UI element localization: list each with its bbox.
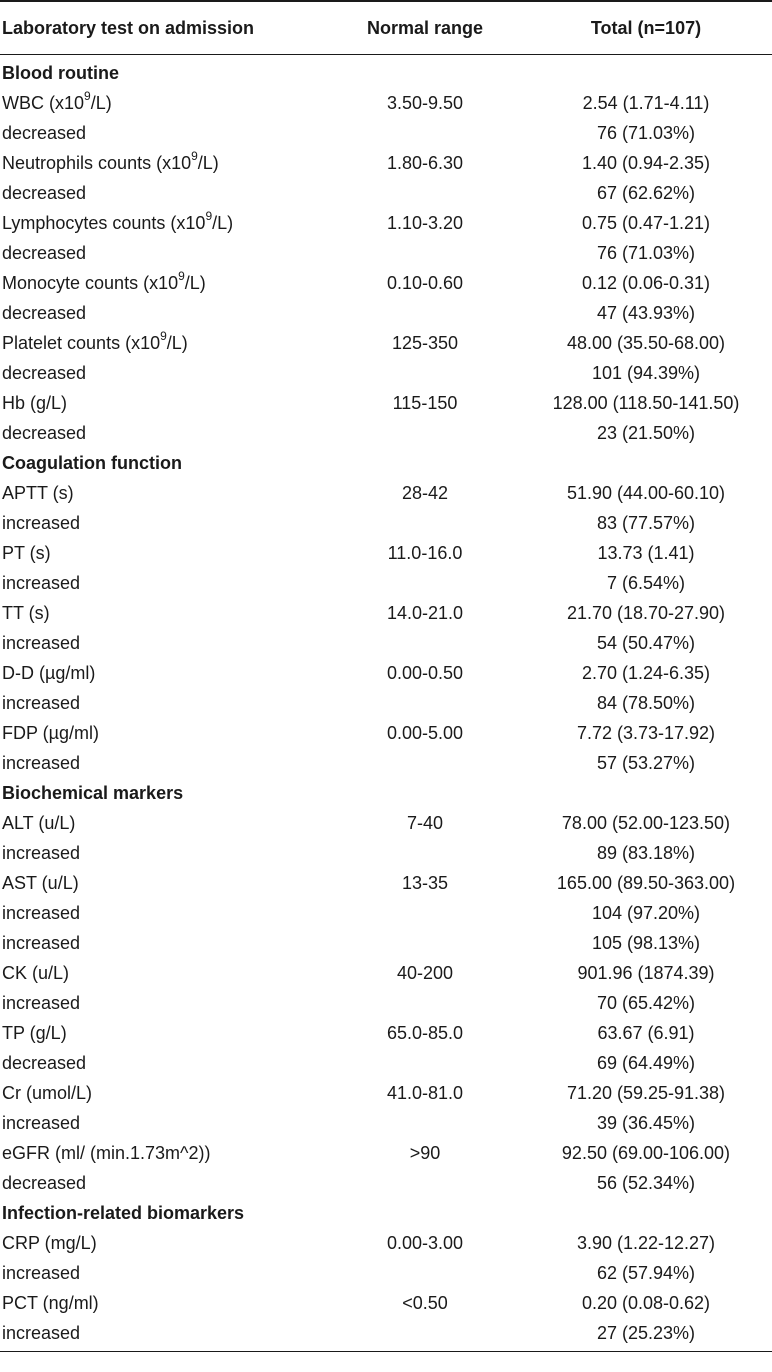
cell-test: [0, 813, 330, 834]
cell-total: 56 (52.34%): [596, 1172, 696, 1193]
cell-total: 128.00 (118.50-141.50): [552, 392, 740, 413]
sub-row: [0, 178, 772, 208]
cell-test: [0, 393, 330, 414]
sub-row: [0, 898, 772, 928]
cell-total: 54 (50.47%): [596, 632, 696, 653]
cell-test: decreased: [2, 182, 87, 203]
cell-test: increased: [2, 632, 81, 653]
cell-test: increased: [2, 1112, 81, 1133]
test-unit: /L): [90, 92, 112, 113]
sub-row: [0, 838, 772, 868]
cell-test: decreased: [2, 422, 87, 443]
sub-row: [0, 688, 772, 718]
cell-normal-range: >90: [409, 1142, 441, 1163]
cell-test: Infection-related biomarkers: [2, 1202, 245, 1223]
test-name: TT (s): [2, 602, 50, 623]
cell-normal-range: 65.0-85.0: [386, 1022, 464, 1043]
unit-exponent: 9: [191, 148, 198, 163]
test-name: CRP (mg/L): [2, 1232, 97, 1253]
cell-test: [0, 483, 330, 504]
cell-total: 47 (43.93%): [596, 302, 696, 323]
cell-total: 21.70 (18.70-27.90): [566, 602, 726, 623]
cell-test: decreased: [2, 302, 87, 323]
cell-total: 7 (6.54%): [606, 572, 686, 593]
cell-total: 1.40 (0.94-2.35): [581, 152, 711, 173]
test-name: PCT (ng/ml): [2, 1292, 99, 1313]
cell-total: 78.00 (52.00-123.50): [561, 812, 731, 833]
cell-normal-range: 14.0-21.0: [386, 602, 464, 623]
section-heading: [0, 778, 772, 808]
unit-exponent: 9: [178, 268, 185, 283]
test-name: APTT (s): [2, 482, 74, 503]
cell-test: increased: [2, 992, 81, 1013]
sub-row: [0, 1318, 772, 1348]
table-row: [0, 388, 772, 418]
cell-total: 57 (53.27%): [596, 752, 696, 773]
table-header: [0, 2, 772, 54]
cell-test: [0, 88, 330, 114]
unit-exponent: 9: [205, 208, 213, 223]
test-name: Hb (g/L): [2, 392, 68, 413]
cell-normal-range: 11.0-16.0: [387, 542, 463, 563]
table-row: [0, 148, 772, 178]
cell-test: decreased: [2, 362, 87, 383]
cell-total: 13.73 (1.41): [597, 542, 695, 563]
header-test: Laboratory test on admission: [2, 17, 255, 38]
cell-normal-range: 0.00-0.50: [386, 662, 464, 683]
cell-normal-range: 115-150: [392, 392, 458, 413]
table-row: [0, 478, 772, 508]
cell-total: 69 (64.49%): [596, 1052, 696, 1073]
test-name: PT (s): [2, 542, 51, 563]
cell-test: [0, 268, 330, 294]
table-row: [0, 268, 772, 298]
table-row: [0, 868, 772, 898]
cell-test: increased: [2, 692, 81, 713]
cell-normal-range: 3.50-9.50: [386, 92, 464, 113]
cell-normal-range: 125-350: [391, 332, 459, 353]
cell-test: increased: [2, 932, 81, 953]
cell-test: increased: [2, 902, 81, 923]
section-heading: [0, 58, 772, 88]
sub-row: [0, 1258, 772, 1288]
cell-test: [0, 723, 330, 744]
cell-total: 70 (65.42%): [596, 992, 696, 1013]
test-unit: /L): [197, 152, 219, 173]
unit-exponent: 9: [160, 328, 167, 343]
cell-total: 7.72 (3.73-17.92): [576, 722, 716, 743]
test-name: Monocyte counts (x10: [2, 272, 179, 293]
cell-total: 3.90 (1.22-12.27): [576, 1232, 716, 1253]
test-name: D-D (µg/ml): [2, 662, 96, 683]
sub-row: [0, 928, 772, 958]
cell-test: [0, 328, 330, 354]
cell-normal-range: <0.50: [402, 1292, 448, 1313]
section-heading: [0, 1198, 772, 1228]
table-row: [0, 328, 772, 358]
cell-test: increased: [2, 1262, 81, 1283]
cell-total: 23 (21.50%): [596, 422, 696, 443]
table-row: [0, 958, 772, 988]
cell-normal-range: 41.0-81.0: [386, 1082, 464, 1103]
cell-test: [0, 1293, 330, 1314]
sub-row: [0, 238, 772, 268]
cell-test: decreased: [2, 1172, 87, 1193]
cell-test: decreased: [2, 1052, 87, 1073]
cell-total: 76 (71.03%): [596, 242, 696, 263]
test-name: Platelet counts (x10: [2, 332, 161, 353]
cell-total: 48.00 (35.50-68.00): [566, 332, 726, 353]
sub-row: [0, 628, 772, 658]
cell-normal-range: 0.00-3.00: [386, 1232, 464, 1253]
test-name: FDP (µg/ml): [2, 722, 100, 743]
header-normal-range: Normal range: [366, 17, 484, 38]
cell-test: [0, 1233, 330, 1254]
cell-normal-range: 0.10-0.60: [386, 272, 464, 293]
cell-test: [0, 1083, 330, 1104]
test-unit: /L): [166, 332, 188, 353]
cell-test: increased: [2, 572, 81, 593]
table-row: [0, 1288, 772, 1318]
cell-total: 71.20 (59.25-91.38): [566, 1082, 726, 1103]
table-row: [0, 1078, 772, 1108]
cell-test: increased: [2, 752, 81, 773]
cell-test: [0, 963, 330, 984]
test-name: Cr (umol/L): [2, 1082, 93, 1103]
cell-test: [0, 1143, 330, 1164]
test-unit: /L): [212, 212, 234, 233]
table-row: [0, 1018, 772, 1048]
cell-test: decreased: [2, 122, 87, 143]
bottom-rule: [0, 1351, 772, 1352]
cell-total: 63.67 (6.91): [597, 1022, 695, 1043]
sub-row: [0, 118, 772, 148]
cell-normal-range: 13-35: [401, 872, 449, 893]
cell-total: 0.12 (0.06-0.31): [581, 272, 711, 293]
sub-row: [0, 418, 772, 448]
cell-total: 104 (97.20%): [591, 902, 701, 923]
sub-row: [0, 508, 772, 538]
cell-total: 101 (94.39%): [591, 362, 701, 383]
cell-normal-range: 0.00-5.00: [386, 722, 464, 743]
sub-row: [0, 748, 772, 778]
cell-test: [0, 603, 330, 624]
cell-test: [0, 873, 330, 894]
cell-test: [0, 1023, 330, 1044]
cell-test: Coagulation function: [2, 452, 182, 473]
cell-test: [0, 543, 330, 564]
sub-row: [0, 358, 772, 388]
test-unit: /L): [184, 272, 206, 293]
cell-normal-range: 40-200: [396, 962, 454, 983]
cell-test: [0, 208, 330, 234]
cell-total: 51.90 (44.00-60.10): [566, 482, 726, 503]
cell-normal-range: 7-40: [406, 812, 444, 833]
table-row: [0, 658, 772, 688]
test-name: AST (u/L): [2, 872, 79, 893]
sub-row: [0, 988, 772, 1018]
cell-normal-range: 1.10-3.20: [386, 212, 464, 233]
test-name: CK (u/L): [2, 962, 70, 983]
table-row: [0, 538, 772, 568]
cell-total: 92.50 (69.00-106.00): [561, 1142, 731, 1163]
sub-row: [0, 1168, 772, 1198]
table-row: [0, 1228, 772, 1258]
test-name: TP (g/L): [2, 1022, 67, 1043]
table-row: [0, 718, 772, 748]
cell-total: 89 (83.18%): [596, 842, 696, 863]
table-row: [0, 1138, 772, 1168]
cell-test: [0, 148, 330, 174]
test-name: Lymphocytes counts (x10: [2, 212, 206, 233]
sub-row: [0, 1108, 772, 1138]
cell-total: 0.75 (0.47-1.21): [581, 212, 711, 233]
cell-total: 62 (57.94%): [596, 1262, 696, 1283]
table-row: [0, 808, 772, 838]
cell-test: Blood routine: [2, 62, 119, 83]
cell-test: decreased: [2, 242, 87, 263]
cell-total: 165.00 (89.50-363.00): [556, 872, 736, 893]
cell-total: 0.20 (0.08-0.62): [581, 1292, 711, 1313]
cell-total: 105 (98.13%): [591, 932, 701, 953]
cell-total: 39 (36.45%): [596, 1112, 696, 1133]
cell-total: 76 (71.03%): [596, 122, 696, 143]
test-name: ALT (u/L): [2, 812, 76, 833]
cell-test: increased: [2, 512, 81, 533]
cell-total: 2.54 (1.71-4.11): [582, 92, 710, 113]
table-row: [0, 88, 772, 118]
cell-test: increased: [2, 842, 81, 863]
unit-exponent: 9: [84, 88, 91, 103]
table-row: [0, 598, 772, 628]
cell-total: 2.70 (1.24-6.35): [581, 662, 711, 683]
test-name: Neutrophils counts (x10: [2, 152, 192, 173]
cell-total: 84 (78.50%): [596, 692, 696, 713]
header-total: Total (n=107): [590, 17, 702, 38]
table-row: [0, 208, 772, 238]
sub-row: [0, 568, 772, 598]
cell-normal-range: 28-42: [401, 482, 449, 503]
test-name: eGFR (ml/ (min.1.73m^2)): [2, 1142, 211, 1163]
test-name: WBC (x10: [2, 92, 85, 113]
cell-test: [0, 663, 330, 684]
section-heading: [0, 448, 772, 478]
cell-total: 27 (25.23%): [596, 1322, 696, 1343]
cell-total: 901.96 (1874.39): [577, 962, 715, 983]
cell-test: increased: [2, 1322, 81, 1343]
cell-normal-range: 1.80-6.30: [386, 152, 464, 173]
sub-row: [0, 1048, 772, 1078]
sub-row: [0, 298, 772, 328]
cell-test: Biochemical markers: [2, 782, 184, 803]
table-body: [0, 58, 772, 1348]
cell-total: 83 (77.57%): [596, 512, 696, 533]
cell-total: 67 (62.62%): [596, 182, 696, 203]
